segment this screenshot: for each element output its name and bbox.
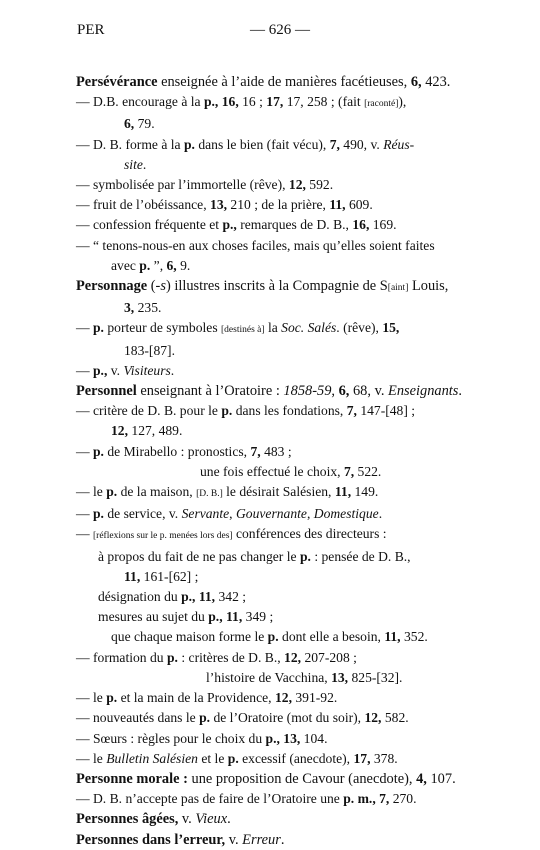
index-entry-line: — D.B. encourage à la p., 16, 16 ; 17, 17, 258 ; (fait [raconté]), xyxy=(76,94,407,110)
index-entry-line: — critère de D. B. pour le p. dans les fondations, 7, 147-[48] ; xyxy=(76,403,416,419)
index-entry-line: — D. B. n’accepte pas de faire de l’Oratoire une p. m., 7, 270. xyxy=(76,791,417,807)
index-entry-line: — [réflexions sur le p. menées lors des] conférences des directeurs : xyxy=(76,526,387,542)
index-entry-line: avec p. ”, 6, 9. xyxy=(111,257,191,273)
index-entry-line: — D. B. forme à la p. dans le bien (fait vécu), 7, 490, v. Réus- xyxy=(76,136,415,152)
index-entry-line: — formation du p. : critères de D. B., 12, 207-208 ; xyxy=(76,649,357,665)
index-entry-line: mesures au sujet du p., 11, 349 ; xyxy=(98,609,274,625)
index-entry-line: — le p. et la main de la Providence, 12, 391-92. xyxy=(76,690,338,706)
index-entry-line: — fruit de l’obéissance, 13, 210 ; de la prière, 11, 609. xyxy=(76,197,373,213)
index-headword-line: Personnes âgées, v. Vieux. xyxy=(76,811,231,828)
index-entry-line: désignation du p., 11, 342 ; xyxy=(98,589,247,605)
index-entry-line: — confession fréquente et p., remarques de D. B., 16, 169. xyxy=(76,217,397,233)
index-headword-line: Personnel enseignant à l’Oratoire : 1858-59, 6, 68, v. Enseignants. xyxy=(76,383,462,400)
index-entry-line: 12, 127, 489. xyxy=(111,423,183,439)
index-entry-line: 183-[87]. xyxy=(124,342,175,358)
index-entry-line: — symbolisée par l’immortelle (rêve), 12, 592. xyxy=(76,177,334,193)
index-page xyxy=(76,72,476,850)
index-entry-line: une fois effectué le choix, 7, 522. xyxy=(200,463,382,479)
index-entry-line: 6, 79. xyxy=(124,116,155,132)
page-number: — 626 — xyxy=(250,22,310,38)
index-entry-line: 3, 235. xyxy=(124,300,162,316)
index-entry-line: 11, 161-[62] ; xyxy=(124,568,199,584)
index-entry-line: site. xyxy=(124,156,147,172)
index-entry-line: — “ tenons-nous-en aux choses faciles, mais qu’elles soient faites xyxy=(76,237,435,253)
running-head: PER xyxy=(77,22,105,38)
index-headword-line: Personne morale : une proposition de Cavour (anecdote), 4, 107. xyxy=(76,770,456,787)
index-entry-line: — p. de Mirabello : pronostics, 7, 483 ; xyxy=(76,443,292,459)
index-entry-line: à propos du fait de ne pas changer le p. : pensée de D. B., xyxy=(98,548,411,564)
index-entry-line: — p. porteur de symboles [destinés à] la Soc. Salés. (rêve), 15, xyxy=(76,320,400,336)
index-headword-line: Persévérance enseignée à l’aide de manières facétieuses, 6, 423. xyxy=(76,74,451,90)
index-entry-line: — nouveautés dans le p. de l’Oratoire (mot du soir), 12, 582. xyxy=(76,710,409,726)
index-entry-line: — p., v. Visiteurs. xyxy=(76,362,175,378)
index-headword-line: Personnes dans l’erreur, v. Erreur. xyxy=(76,831,285,848)
index-entry-line: — Sœurs : règles pour le choix du p., 13, 104. xyxy=(76,730,328,746)
index-entry-line: — le Bulletin Salésien et le p. excessif (anecdote), 17, 378. xyxy=(76,750,398,766)
index-entry-line: — p. de service, v. Servante, Gouvernante, Domestique. xyxy=(76,506,383,522)
index-entry-line: que chaque maison forme le p. dont elle a besoin, 11, 352. xyxy=(111,629,428,645)
index-headword-line: Personnage (-s) illustres inscrits à la Compagnie de S[aint] Louis, xyxy=(76,278,449,295)
page-header xyxy=(0,22,540,44)
index-entry-line: — le p. de la maison, [D. B.] le désirait Salésien, 11, 149. xyxy=(76,484,379,500)
index-entry-line: l’histoire de Vacchina, 13, 825-[32]. xyxy=(206,669,403,685)
